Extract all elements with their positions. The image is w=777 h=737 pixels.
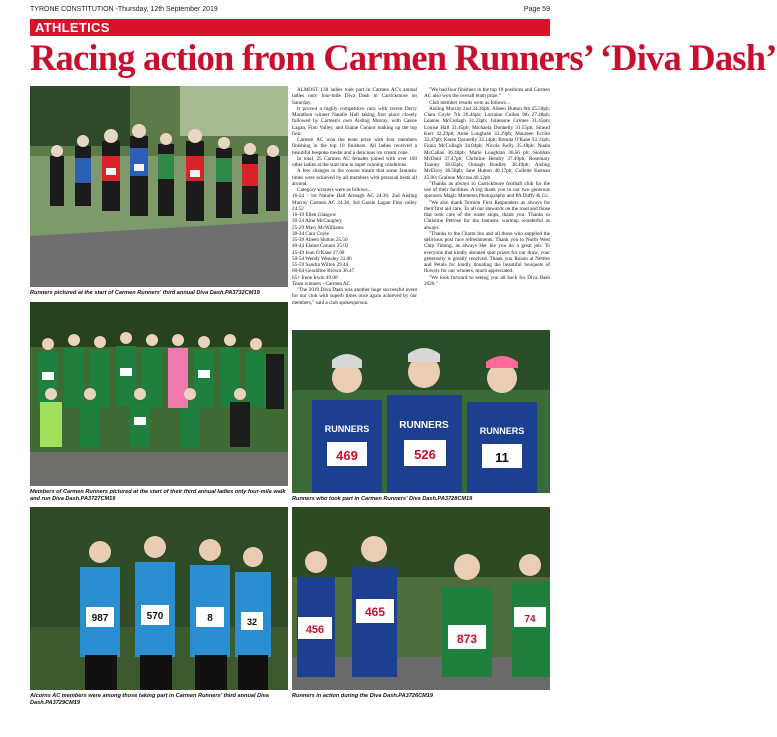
category-result: 40-44 Elaine Connor 25.02 [292,243,349,250]
photo-alcorns-ac [30,507,288,690]
bib-469: 469 [336,448,358,463]
newspaper-dateline: TYRONE CONSTITUTION -Thursday, 12th September 2019 [30,6,218,13]
photo-three-runners [292,330,550,493]
bib-873: 873 [456,632,478,646]
category-result: 45-49 Jean O'Kane 27.08 [292,249,345,256]
club-name-right: RUNNERS [479,426,525,436]
bib-526: 526 [414,447,436,462]
club-name-center: RUNNERS [399,420,449,431]
page-number: Page 59 [523,6,550,13]
paragraph: Carmen AC won the team prize with four members finishing in the top 10 finishers. All ladies received a beautiful bespoke medal and a delicious ice cream cone. [292,137,417,156]
three-runners-image [292,330,550,493]
article-column-1 [292,87,417,327]
paragraph: In total, 25 Carmen AC females joined with over 100 other ladies at the start line in super running conditions. [292,155,417,168]
paragraph: "We look forward to seeing you all back for Diva Dash 2020." [424,274,550,287]
paragraph: A few changes to the course meant that some fantastic times were achieved by all members with personal bests all around. [292,168,417,187]
photo-race-start [30,86,288,287]
category-result: 30-34 Cara Coyle [292,230,329,237]
photo-carmen-group [30,302,288,486]
club-name-left: RUNNERS [324,424,370,434]
carmen-group-image [30,302,288,486]
bib-570: 570 [146,611,164,622]
paragraph: "Thanks to the Charm Inn and all those who supplied the delicious post race refreshments. Thank you to North West Chip Timing, as always Her bie you do a great job. To everyone that kindly donated spot prizes for our draw, your generosity is greatly received. Thank you Roisin at Nettles and Petals for kindly donating the beautiful bouquets of flowers for our winners, much appreciated. [424,230,550,275]
paragraph: "The 2019 Diva Dash was another huge successful event for our club with superb times once again achieved by our members," said a club spokesperson. [292,287,417,306]
section-label: ATHLETICS [35,20,110,35]
bib-456: 456 [305,624,325,636]
category-result: 20-24 Aine McCaughey [292,218,342,225]
paragraph: "We had four finishers in the top 10 positions and Carmen AC also won the overall team prize." [424,87,550,100]
category-result: 60-64 Geraldine Brown 36.47 [292,268,355,275]
category-result: 25-29 Mary McWilliams [292,224,344,231]
category-result: 35-39 Aileen Hutton 25.50 [292,237,348,243]
paragraph: ALMOST 130 ladies took part in Carmen AC's annual ladies only four-mile Diva Dash in Carrickmore on Saturday. [292,87,417,106]
bib-8: 8 [207,613,213,624]
bib-32: 32 [246,617,258,627]
paragraph: "We also thank Termon First Responders as always for their first aid care. To all our stewards on the road and those that took care of the water stops, thank you. Thanks to Christine Petrose for the fantastic warmup wonderful as always. [424,199,550,231]
caption-race-start: Runners pictured at the start of Carmen Runners' third annual Diva Dash.PA3732CM19 [30,290,260,296]
category-result: 16-19 Ellen Glasgow [292,212,337,218]
runners-action-image [292,507,550,690]
alcorns-ac-image [30,507,288,690]
caption-runners-action: Runners in action during the Diva Dash.PA3726CM19 [292,693,434,699]
bib-74: 74 [524,614,536,625]
caption-alcorns-ac: Alcorns AC members were among those taking part in Carmen Runners' third annual Diva Dash.PA3729CM19 [30,693,269,706]
paragraph: Aisling Murray 2nd 24.36pb; Aileen Hutton 6th 25.50pb; Ciara Coyle 7th 26.44pb; Lorraine Cullen 9th 27.48pb; Leanne McCullagh 31.23pb; Julieanne Grimes 31.45pb; Louise Hall 31.45pb; Michaela Donnelly 31.55pb; Sinead Kerr 32.29pb; Anne Loughran 32.29pb; Maureen Eccles 32.47pb; Karen Donnelly 33.14pb; Brenda O'Kane 33.31pb; Fiona McCullagh 34.04pb; Nicola Kelly 35.48pb; Nuala McCallan 36.40pb; Marie Loughran 36.56 pb; Siobhan McDaid 37.47pb; Christine Hendry 37.49pb; Rosemary Tunney 38.05pb; Oonagh Bradley 38.49pb; Aisling McElroy 38.58pb; Jane Hutton 40.17pb; Collette Keenan 45.00; Grainne Mccrea 46.12pb [424,105,550,181]
category-result: 50-54 Wendy Wensley 31.06 [292,255,352,262]
bib-465: 465 [364,605,386,619]
bib-987: 987 [91,613,109,624]
headline: Racing action from Carmen Runners’ ‘Diva Dash’ [30,37,777,78]
bib-11: 11 [495,450,509,465]
page-header [30,6,550,16]
article-column-2 [424,87,550,327]
section-banner [30,19,550,36]
team-winners: Team winners - Carmen AC [292,280,351,287]
paragraph: It proved a highly competitive race with recent Derry Marathon winner Natalie Hall taking first place closely followed by Carmen's own Aisling Murray, with Cassie Lagan, Finn Valley, and Elaine Connor making up the top four. [292,105,417,137]
paragraph: Category winners were as follows... [297,187,372,193]
photo-runners-action [292,507,550,690]
paragraph: "Thanks as always to Carrickmore football club for the use of their facilities. A big thank you to our two generous sponsors Magic Moments Photography and PA Duffy & Co. [424,180,550,200]
category-result: 65+ Irene Irwin 49.00 [292,274,338,281]
caption-carmen-group: Members of Carmen Runners pictured at the start of their third annual ladies only four-mile walk and run Diva Dash.PA3727CM19 [30,489,286,502]
paragraph: 16-24 - 1st Natalie Hall Armagh AC 24.36; 2nd Aisling Murray Carmen AC 24.36; 3rd Cassie Lagan Finn valley 24.52 [292,193,417,212]
paragraph: Club member results were as follows... [429,99,510,106]
caption-three-runners: Runners who took part in Carmen Runners' Diva Dash.PA3728CM19 [292,496,473,502]
race-start-image [30,86,288,287]
category-result: 55-59 Sandra Wilton 29.44 [292,262,349,268]
